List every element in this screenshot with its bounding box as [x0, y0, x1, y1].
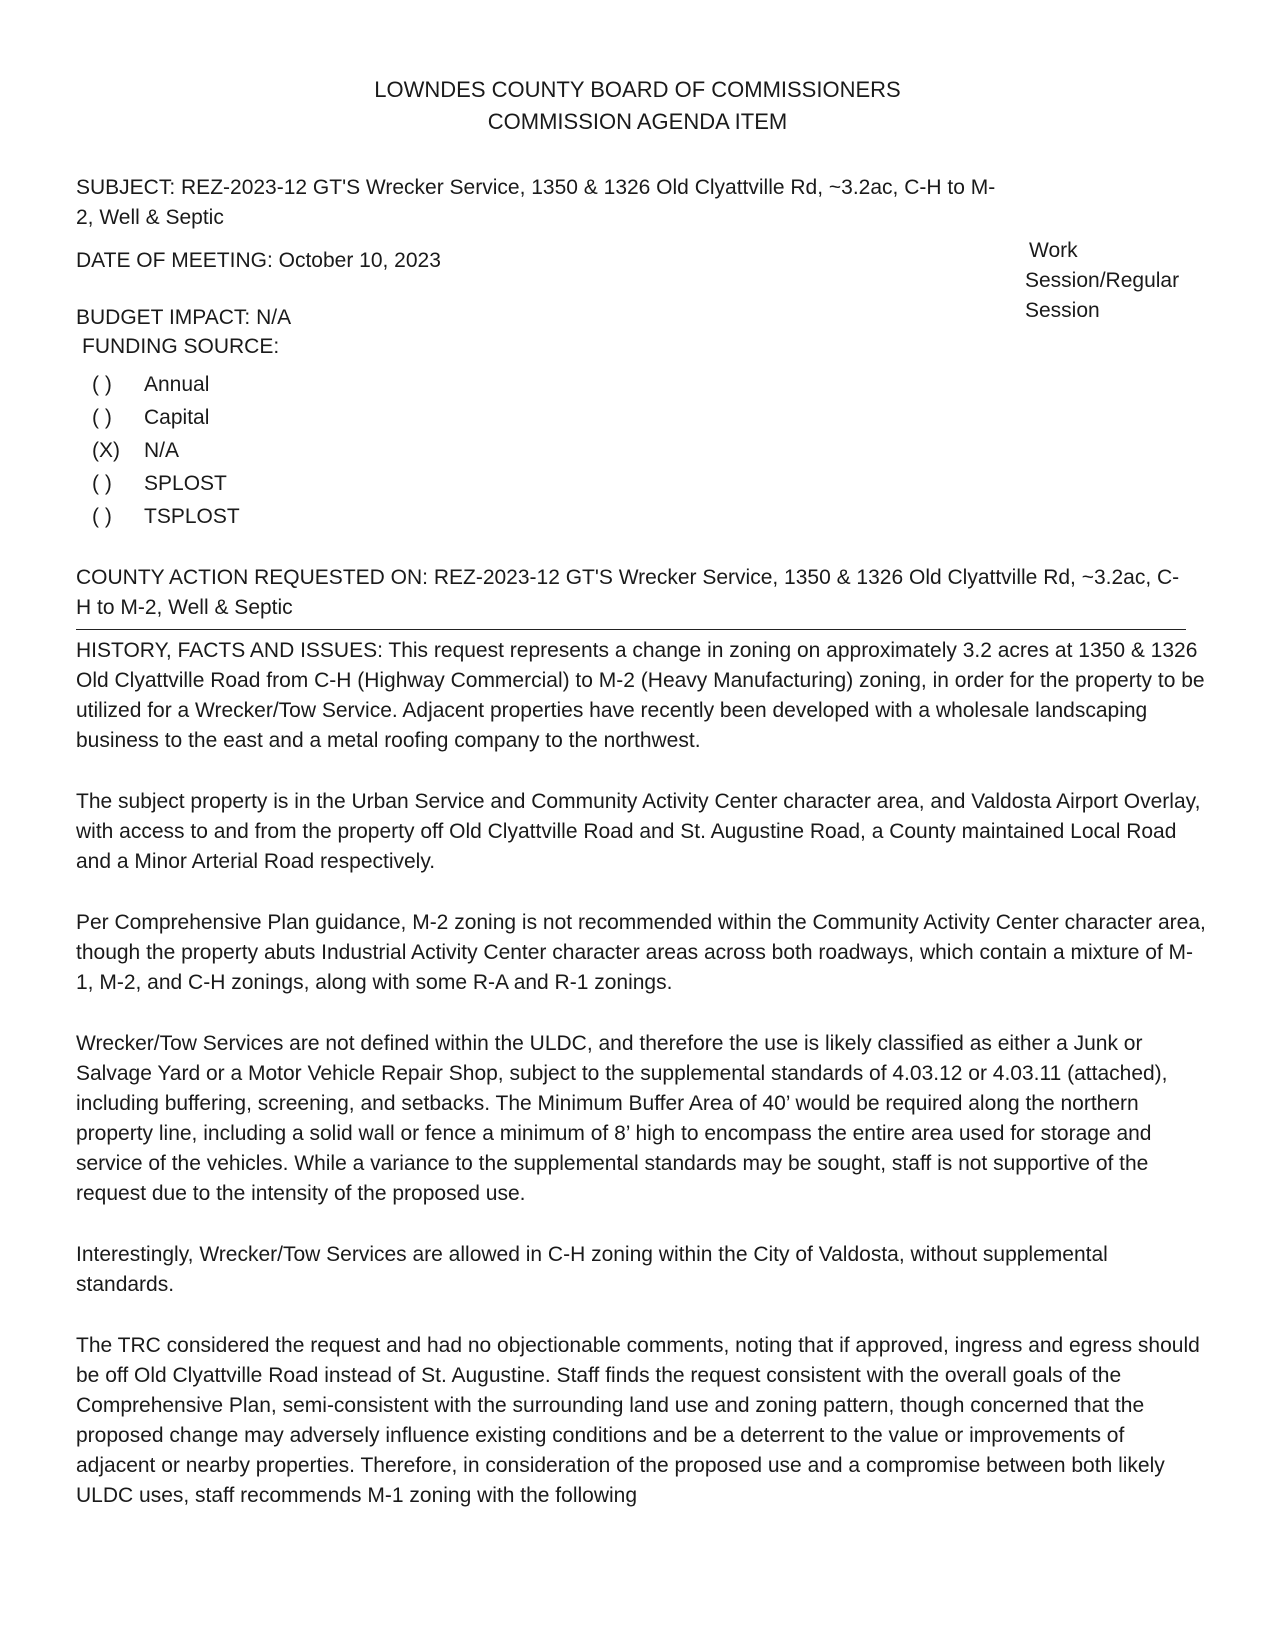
paragraph: HISTORY, FACTS AND ISSUES: This request represents a change in zoning on approximately 3.2 acres at 1350 & 1326 Old Clyattville Road from C-H (Highway Commercial) to M-2 (Heavy Manufacturing) zoning, in order for the property to be utilized for a Wrecker/Tow Service. Adjacent properties have recently been developed with a wholesale landscaping business to the east and a metal roofing company to the northwest.: [76, 639, 1205, 752]
checkbox-mark: (X): [92, 439, 120, 462]
option-label: SPLOST: [144, 472, 227, 495]
history-facts-issues: [76, 636, 1206, 1542]
county-action-requested: COUNTY ACTION REQUESTED ON: REZ-2023-12 GT'S Wrecker Service, 1350 & 1326 Old Clyattville Rd, ~3.2ac, C-H to M-2, Well & Septic: [76, 563, 1186, 630]
budget-impact: BUDGET IMPACT: N/A: [76, 306, 292, 329]
subject-line: SUBJECT: REZ-2023-12 GT'S Wrecker Service, 1350 & 1326 Old Clyattville Rd, ~3.2ac, C-H to M-2, Well & Septic: [76, 176, 996, 229]
paragraph: The TRC considered the request and had no objectionable comments, noting that if approved, ingress and egress should be off Old Clyattville Road instead of St. Augustine. Staff finds the request consistent with the overall goals of the Comprehensive Plan, semi-consistent with the surrounding land use and zoning pattern, though concerned that the proposed change may adversely influence existing conditions and be a deterrent to the value or improvements of adjacent or nearby properties. Therefore, in consideration of the proposed use and a compromise between both likely ULDC uses, staff recommends M-1 zoning with the following: [76, 1334, 1200, 1507]
session-line-3: Session: [1025, 299, 1100, 322]
option-label: Annual: [144, 373, 210, 396]
funding-option-annual: [92, 368, 240, 401]
checkbox-mark: ( ): [92, 472, 112, 495]
funding-option-capital: [92, 401, 240, 434]
session-line-2: Session/Regular: [1025, 269, 1180, 292]
funding-option-splost: [92, 467, 240, 500]
checkbox-mark: ( ): [92, 505, 112, 528]
document-header: [0, 74, 1275, 138]
checkbox-mark: ( ): [92, 373, 112, 396]
agenda-item-title: COMMISSION AGENDA ITEM: [487, 109, 788, 134]
funding-option-na: [92, 434, 240, 467]
option-label: TSPLOST: [144, 505, 240, 528]
paragraph: Per Comprehensive Plan guidance, M-2 zoning is not recommended within the Community Activity Center character area, though the property abuts Industrial Activity Center character areas across both roadways, which contain a mixture of M-1, M-2, and C-H zonings, along with some R-A and R-1 zonings.: [76, 911, 1206, 994]
funding-source-label: FUNDING SOURCE:: [82, 335, 280, 358]
paragraph: The subject property is in the Urban Service and Community Activity Center character area, and Valdosta Airport Overlay, with access to and from the property off Old Clyattville Road and St. Augustine Road, a County maintained Local Road and a Minor Arterial Road respectively.: [76, 790, 1201, 873]
checkbox-mark: ( ): [92, 406, 112, 429]
board-title: LOWNDES COUNTY BOARD OF COMMISSIONERS: [374, 77, 901, 102]
option-label: Capital: [144, 406, 210, 429]
date-of-meeting: DATE OF MEETING: October 10, 2023: [76, 249, 441, 272]
paragraph: Wrecker/Tow Services are not defined within the ULDC, and therefore the use is likely classified as either a Junk or Salvage Yard or a Motor Vehicle Repair Shop, subject to the supplemental standards of 4.03.12 or 4.03.11 (attached), including buffering, screening, and setbacks. The Minimum Buffer Area of 40’ would be required along the northern property line, including a solid wall or fence a minimum of 8’ high to encompass the entire area used for storage and service of the vehicles. While a variance to the supplemental standards may be sought, staff is not supportive of the request due to the intensity of the proposed use.: [76, 1032, 1168, 1205]
funding-options-list: [92, 368, 240, 533]
session-line-1: Work: [1029, 239, 1078, 262]
option-label: N/A: [144, 439, 180, 462]
funding-option-tsplost: [92, 500, 240, 533]
paragraph: Interestingly, Wrecker/Tow Services are allowed in C-H zoning within the City of Valdosta, without supplemental standards.: [76, 1243, 1108, 1296]
